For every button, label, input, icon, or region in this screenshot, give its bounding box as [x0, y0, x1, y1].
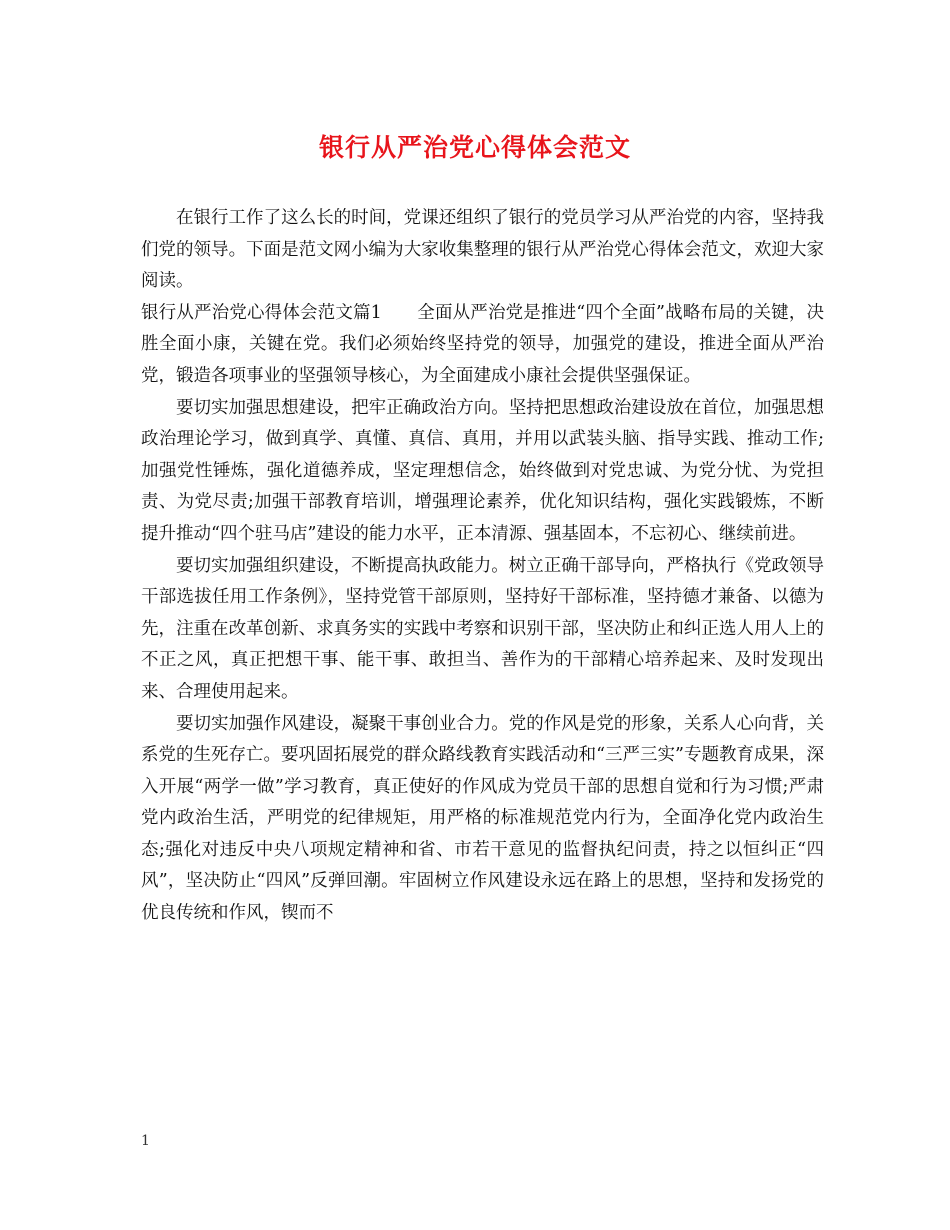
page-title: 银行从严治党心得体会范文 — [318, 133, 631, 162]
page-number: 1 — [141, 1133, 150, 1149]
paragraph-work-style-building: 要切实加强作风建设，凝聚干事创业合力。党的作风是党的形象，关系人心向背，关系党的生死存亡。要巩固拓展党的群众路线教育实践活动和“三严三实”专题教育成果，深入开展“两学一做”学习教育，真正使好的作风成为党员干部的思想自觉和行为习惯;严肃党内政治生活，严明党的纪律规矩，用严格的标准规范党内行为，全面净化党内政治生态;强化对违反中央八项规定精神和省、市若干意见的监督执纪问责，持之以恒纠正“四风”，坚决防止“四风”反弹回潮。牢固树立作风建设永远在路上的思想，坚持和发扬党的优良传统和作风，锲而不 — [141, 713, 824, 924]
paragraph-ideological-building: 要切实加强思想建设，把牢正确政治方向。坚持把思想政治建设放在首位，加强思想政治理论学习，做到真学、真懂、真信、真用，并用以武装头脑、指导实践、推动工作;加强党性锤炼，强化道德养成，坚定理想信念，始终做到对党忠诚、为党分忧、为党担责、为党尽责;加强干部教育培训，增强理论素养，优化知识结构，强化实践锻炼，不断提升推动“四个驻马店”建设的能力水平，正本清源、强基固本，不忘初心、继续前进。 — [141, 397, 824, 544]
document-body — [141, 203, 824, 930]
paragraph-article-1-intro: 银行从严治党心得体会范文篇1 全面从严治党是推进“四个全面”战略布局的关键，决胜全面小康，关键在党。我们必须始终坚持党的领导，加强党的建设，推进全面从严治党，锻造各项事业的坚强领导核心，为全面建成小康社会提供坚强保证。 — [141, 302, 824, 386]
paragraph-organizational-building: 要切实加强组织建设，不断提高执政能力。树立正确干部导向，严格执行《党政领导干部选拔任用工作条例》，坚持党管干部原则，坚持好干部标准，坚持德才兼备、以德为先，注重在改革创新、求真务实的实践中考察和识别干部，坚决防止和纠正选人用人上的不正之风，真正把想干事、能干事、敢担当、善作为的干部精心培养起来、及时发现出来、合理使用起来。 — [141, 555, 824, 702]
paragraph-intro: 在银行工作了这么长的时间，党课还组织了银行的党员学习从严治党的内容，坚持我们党的领导。下面是范文网小编为大家收集整理的银行从严治党心得体会范文，欢迎大家阅读。 — [141, 208, 824, 292]
